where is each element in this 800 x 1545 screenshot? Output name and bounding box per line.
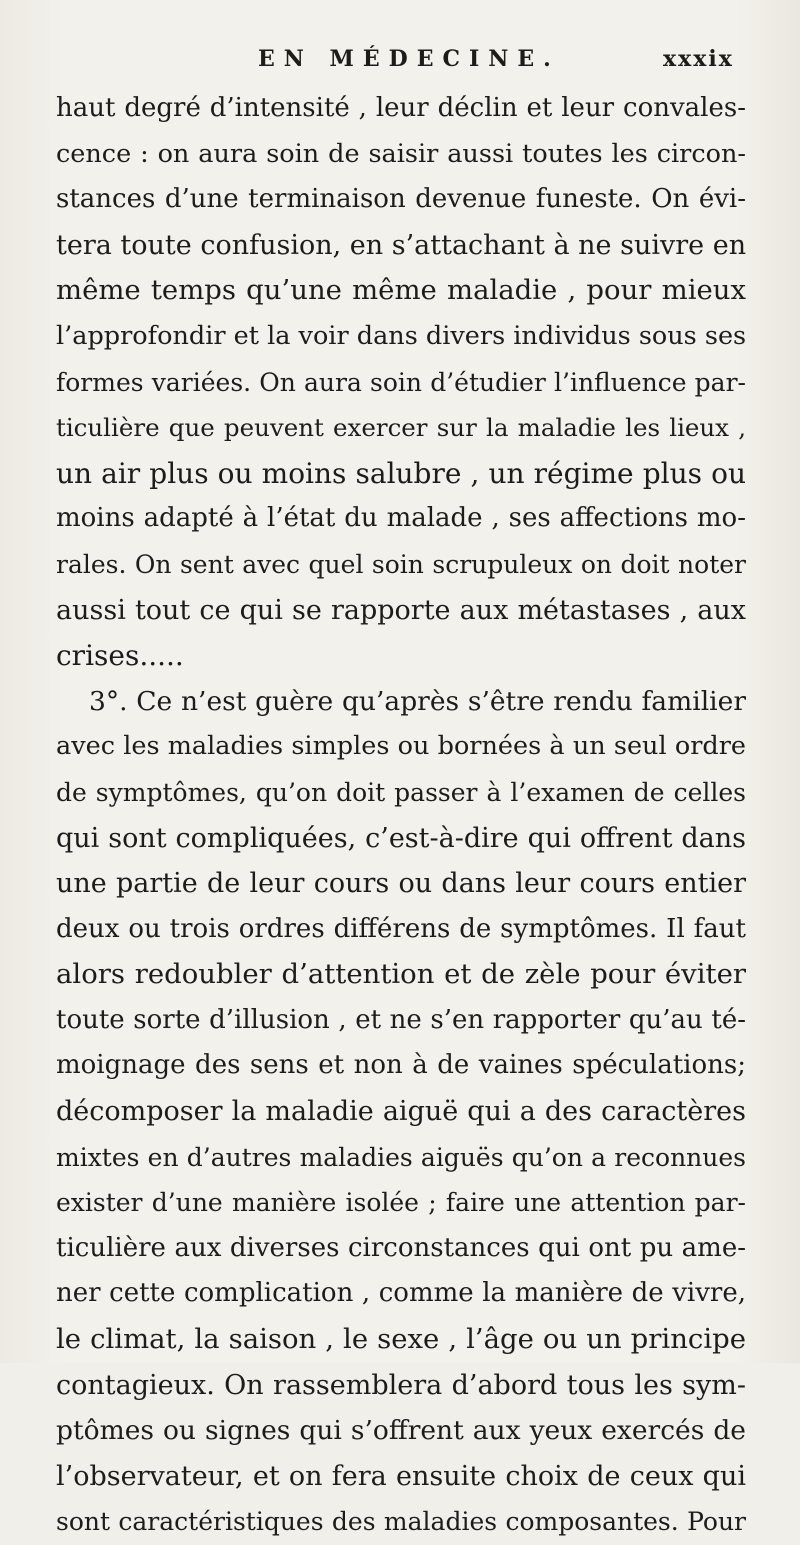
text-line: alors redoubler d’attention et de zèle pour éviter: [56, 958, 746, 991]
text-line: rales. On sent avec quel soin scrupuleux on doit noter: [56, 549, 746, 579]
text-line: haut degré d’intensité , leur déclin et leur convales-: [56, 93, 746, 123]
page-number: xxxix: [663, 46, 734, 72]
text-line: un air plus ou moins salubre , un régime plus ou: [56, 456, 746, 490]
text-line: moins adapté à l’état du malade , ses affections mo-: [56, 503, 746, 534]
text-line: aussi tout ce qui se rapporte aux métastases , aux: [56, 594, 746, 626]
text-line: l’approfondir et la voir dans divers individus sous ses: [56, 320, 746, 351]
text-line: qui sont compliquées, c’est-à-dire qui offrent dans: [56, 822, 746, 854]
text-line: une partie de leur cours ou dans leur cours entier: [56, 868, 746, 900]
text-line-paragraph-end: crises.....: [56, 639, 184, 673]
text-line: même temps qu’une même maladie , pour mieux: [56, 274, 746, 307]
text-line: mixtes en d’autres maladies aiguës qu’on a reconnues: [56, 1142, 746, 1172]
running-head: [0, 46, 800, 86]
text-line: ticulière que peuvent exercer sur la maladie les lieux ,: [56, 413, 746, 443]
body-text: [56, 86, 746, 1545]
text-line: moignage des sens et non à de vaines spéculations;: [56, 1050, 746, 1081]
text-line: ptômes ou signes qui s’offrent aux yeux exercés de: [56, 1415, 746, 1447]
text-line: contagieux. On rassemblera d’abord tous les sym-: [56, 1369, 746, 1401]
text-line: cence : on aura soin de saisir aussi toutes les circon-: [56, 138, 746, 169]
text-line: tera toute confusion, en s’attachant à ne suivre en: [56, 229, 746, 261]
text-line: l’observateur, et on fera ensuite choix de ceux qui: [56, 1460, 746, 1492]
text-line: avec les maladies simples ou bornées à un seul ordre: [56, 731, 746, 762]
text-line: exister d’une manière isolée ; faire une attention par-: [56, 1188, 746, 1218]
text-line: ner cette complication , comme la manière de vivre,: [56, 1278, 746, 1309]
running-title: EN MÉDECINE.: [258, 46, 560, 72]
text-line: formes variées. On aura soin d’étudier l’influence par-: [56, 367, 746, 397]
text-line: le climat, la saison , le sexe , l’âge ou un principe: [56, 1323, 746, 1356]
text-line: toute sorte d’illusion , et ne s’en rapporter qu’au té-: [56, 1004, 746, 1035]
text-line: ticulière aux diverses circonstances qui ont pu ame-: [56, 1232, 746, 1263]
text-line: deux ou trois ordres différens de symptômes. Il faut: [56, 913, 746, 944]
text-line: stances d’une terminaison devenue funeste. On évi-: [56, 184, 746, 215]
text-line: de symptômes, qu’on doit passer à l’examen de celles: [56, 777, 746, 807]
text-line-paragraph-start: 3°. Ce n’est guère qu’après s’être rendu familier: [89, 685, 746, 717]
text-line: sont caractéristiques des maladies composantes. Pour: [56, 1507, 746, 1537]
text-line: décomposer la maladie aiguë qui a des caractères: [56, 1096, 746, 1128]
